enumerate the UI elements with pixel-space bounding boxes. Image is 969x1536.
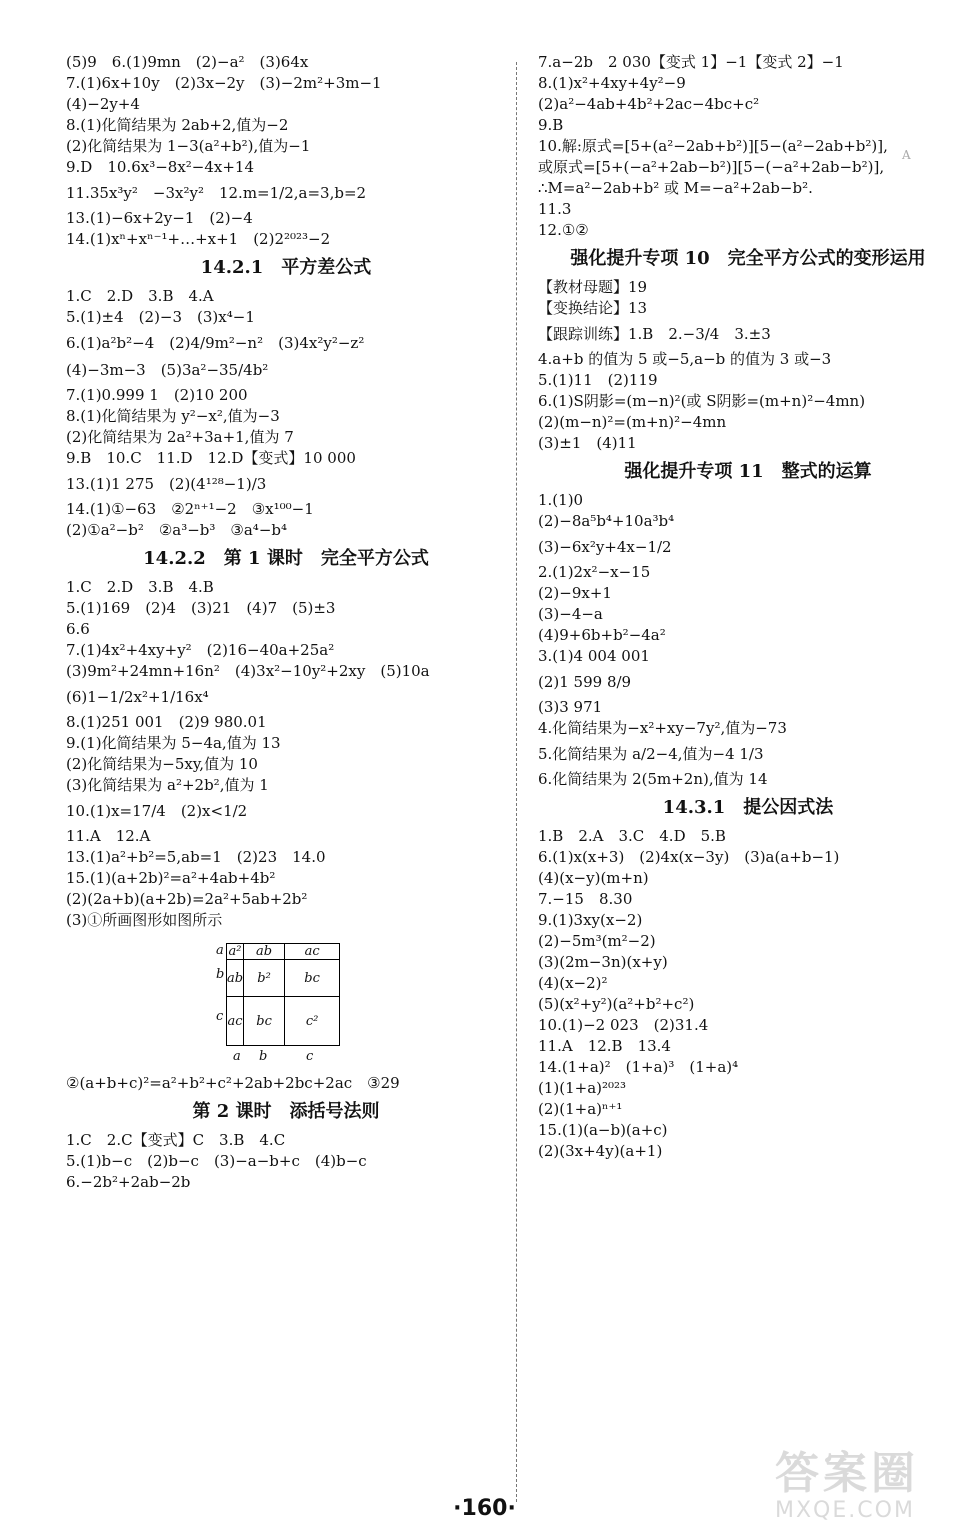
- answer-line: 5.(1)±4 (2)−3 (3)x⁴−1: [66, 308, 255, 326]
- answer-line: 5.化简结果为 a/2−4,值为−4 1/3: [538, 745, 764, 763]
- answer-line: (4)9+6b+b²−4a²: [538, 626, 666, 644]
- answer-line: 7.(1)6x+10y (2)3x−2y (3)−2m²+3m−1: [66, 74, 382, 92]
- section-heading: 14.2.2 第 1 课时 完全平方公式: [143, 548, 429, 569]
- answer-line: (3)3 971: [538, 698, 603, 716]
- answer-line: 【变换结论】13: [538, 299, 648, 317]
- answer-line: 4.化简结果为−x²+xy−7y²,值为−73: [538, 719, 787, 737]
- answer-line: (4)(x−y)(m+n): [538, 869, 649, 887]
- bottom-label: c: [306, 1049, 314, 1064]
- answer-line: 6.(1)S阴影=(m−n)²(或 S阴影=(m+n)²−4mn): [538, 392, 866, 410]
- answer-line: 10.(1)−2 023 (2)31.4: [538, 1016, 709, 1034]
- answer-line: (5)(x²+y²)(a²+b²+c²): [538, 995, 695, 1013]
- answer-line: 6.−2b²+2ab−2b: [66, 1173, 191, 1191]
- answer-line: ∴M=a²−2ab+b² 或 M=−a²+2ab−b².: [538, 179, 813, 197]
- answer-line: 7.−15 8.30: [538, 890, 633, 908]
- answer-line: 【跟踪训练】1.B 2.−3/4 3.±3: [538, 325, 771, 343]
- watermark-url: MXQE.COM: [775, 1498, 915, 1523]
- answer-line: 14.(1)①−63 ②2ⁿ⁺¹−2 ③x¹⁰⁰−1: [66, 500, 314, 518]
- answer-line: 5.(1)169 (2)4 (3)21 (4)7 (5)±3: [66, 599, 336, 617]
- answer-line: 6.化简结果为 2(5m+2n),值为 14: [538, 770, 768, 788]
- grid-cell: c²: [285, 997, 340, 1046]
- answer-line: 2.(1)2x²−x−15: [538, 563, 651, 581]
- answer-line: 5.(1)b−c (2)b−c (3)−a−b+c (4)b−c: [66, 1152, 367, 1170]
- answer-line: (4)−3m−3 (5)3a²−35/4b²: [66, 361, 269, 379]
- answer-line: (1)(1+a)²⁰²³: [538, 1079, 627, 1097]
- answer-line: (5)9 6.(1)9mn (2)−a² (3)64x: [66, 53, 309, 71]
- answer-line: ②(a+b+c)²=a²+b²+c²+2ab+2bc+2ac ③29: [66, 1074, 400, 1092]
- answer-line: 9.D 10.6x³−8x²−4x+14: [66, 158, 255, 176]
- answer-line: 1.C 2.D 3.B 4.A: [66, 287, 214, 305]
- grid-cell: ac: [227, 997, 244, 1046]
- answer-line: (2)1 599 8/9: [538, 673, 632, 691]
- grid-cell: a²: [227, 944, 244, 960]
- answer-line: (2)a²−4ab+4b²+2ac−4bc+c²: [538, 95, 760, 113]
- column-divider: [516, 62, 517, 1502]
- grid-cell: b²: [244, 960, 285, 997]
- answer-line: (3)①所画图形如图所示: [66, 911, 223, 929]
- answer-line: (2)−8a⁵b⁴+10a³b⁴: [538, 512, 675, 530]
- answer-line: 1.C 2.D 3.B 4.B: [66, 578, 214, 596]
- answer-line: 13.(1)−6x+2y−1 (2)−4: [66, 209, 253, 227]
- answer-line: 9.B: [538, 116, 564, 134]
- answer-line: (4)−2y+4: [66, 95, 140, 113]
- answer-line: (2)①a²−b² ②a³−b³ ③a⁴−b⁴: [66, 521, 288, 539]
- answer-line: 12.①②: [538, 221, 589, 239]
- bottom-label: a: [233, 1049, 241, 1064]
- answer-line: 13.(1)1 275 (2)(4¹²⁸−1)/3: [66, 475, 267, 493]
- answer-line: 7.(1)4x²+4xy+y² (2)16−40a+25a²: [66, 641, 335, 659]
- answer-line: 7.(1)0.999 1 (2)10 200: [66, 386, 248, 404]
- answer-line: 8.(1)251 001 (2)9 980.01: [66, 713, 267, 731]
- section-heading: 14.2.1 平方差公式: [200, 257, 372, 278]
- answer-line: 10.解:原式=[5+(a²−2ab+b²)][5−(a²−2ab+b²)],: [538, 137, 888, 155]
- answer-line: 11.A 12.B 13.4: [538, 1037, 671, 1055]
- answer-line: (2)化简结果为 1−3(a²+b²),值为−1: [66, 137, 311, 155]
- answer-line: (2)(3x+4y)(a+1): [538, 1142, 663, 1160]
- section-heading: 第 2 课时 添括号法则: [192, 1101, 380, 1122]
- section-heading: 强化提升专项 11 整式的运算: [624, 461, 872, 482]
- answer-line: (3)(2m−3n)(x+y): [538, 953, 668, 971]
- watermark-text: 答案圈: [775, 1448, 919, 1499]
- answer-line: 10.(1)x=17/4 (2)x<1/2: [66, 802, 248, 820]
- square-grid: [226, 943, 340, 1046]
- answer-line: (2)−9x+1: [538, 584, 612, 602]
- answer-line: 9.(1)3xy(x−2): [538, 911, 643, 929]
- answer-line: (6)1−1/2x²+1/16x⁴: [66, 688, 209, 706]
- bottom-label: b: [259, 1049, 268, 1064]
- answer-line: 14.(1)xⁿ+xⁿ⁻¹+…+x+1 (2)2²⁰²³−2: [66, 230, 331, 248]
- answer-line: 14.(1+a)² (1+a)³ (1+a)⁴: [538, 1058, 739, 1076]
- answer-line: 【教材母题】19: [538, 278, 648, 296]
- grid-cell: bc: [285, 960, 340, 997]
- answer-line: (3)−4−a: [538, 605, 603, 623]
- answer-line: 3.(1)4 004 001: [538, 647, 650, 665]
- answer-line: 8.(1)化简结果为 2ab+2,值为−2: [66, 116, 289, 134]
- answer-line: 15.(1)(a−b)(a+c): [538, 1121, 668, 1139]
- corner-mark: A: [902, 148, 911, 162]
- answer-line: 6.(1)a²b²−4 (2)4/9m²−n² (3)4x²y²−z²: [66, 334, 365, 352]
- grid-cell: bc: [244, 997, 285, 1046]
- grid-cell: ac: [285, 944, 340, 960]
- answer-line: 11.35x³y² −3x²y² 12.m=1/2,a=3,b=2: [66, 184, 367, 202]
- answer-line: 11.3: [538, 200, 572, 218]
- answer-line: 9.(1)化简结果为 5−4a,值为 13: [66, 734, 281, 752]
- right-answer-column: [538, 52, 958, 1162]
- square-diagram: [66, 937, 506, 1067]
- answer-line: 或原式=[5+(−a²+2ab−b²)][5−(−a²+2ab−b²)],: [538, 158, 885, 176]
- answer-line: (3)9m²+24mn+16n² (4)3x²−10y²+2xy (5)10a: [66, 662, 430, 680]
- grid-cell: ab: [227, 960, 244, 997]
- answer-line: 9.B 10.C 11.D 12.D【变式】10 000: [66, 449, 356, 467]
- answer-line: 7.a−2b 2 030【变式 1】−1【变式 2】−1: [538, 53, 844, 71]
- side-label: a: [216, 943, 224, 958]
- answer-line: 13.(1)a²+b²=5,ab=1 (2)23 14.0: [66, 848, 326, 866]
- answer-line: (3)−6x²y+4x−1/2: [538, 538, 672, 556]
- answer-line: 6.6: [66, 620, 90, 638]
- answer-line: (2)(m−n)²=(m+n)²−4mn: [538, 413, 727, 431]
- answer-line: (2)化简结果为 2a²+3a+1,值为 7: [66, 428, 294, 446]
- answer-line: 1.C 2.C【变式】C 3.B 4.C: [66, 1131, 286, 1149]
- section-heading: 14.3.1 提公因式法: [662, 797, 834, 818]
- watermark-logo: [775, 1450, 965, 1530]
- answer-line: (4)(x−2)²: [538, 974, 608, 992]
- left-answer-column: [66, 52, 506, 1193]
- answer-line: 4.a+b 的值为 5 或−5,a−b 的值为 3 或−3: [538, 350, 832, 368]
- answer-line: 1.B 2.A 3.C 4.D 5.B: [538, 827, 726, 845]
- section-heading: 强化提升专项 10 完全平方公式的变形运用: [570, 248, 926, 269]
- answer-line: (2)(2a+b)(a+2b)=2a²+5ab+2b²: [66, 890, 308, 908]
- answer-line: 6.(1)x(x+3) (2)4x(x−3y) (3)a(a+b−1): [538, 848, 840, 866]
- answer-line: 5.(1)11 (2)119: [538, 371, 658, 389]
- answer-line: 8.(1)x²+4xy+4y²−9: [538, 74, 686, 92]
- answer-line: (2)−5m³(m²−2): [538, 932, 656, 950]
- answer-line: 15.(1)(a+2b)²=a²+4ab+4b²: [66, 869, 276, 887]
- answer-line: 1.(1)0: [538, 491, 584, 509]
- page-number: ·160·: [453, 1496, 516, 1521]
- side-label: c: [216, 1009, 224, 1024]
- answer-line: (2)(1+a)ⁿ⁺¹: [538, 1100, 623, 1118]
- answer-line: 8.(1)化简结果为 y²−x²,值为−3: [66, 407, 280, 425]
- answer-line: (3)±1 (4)11: [538, 434, 637, 452]
- side-label: b: [216, 967, 225, 982]
- answer-line: (2)化简结果为−5xy,值为 10: [66, 755, 258, 773]
- answer-line: (3)化简结果为 a²+2b²,值为 1: [66, 776, 269, 794]
- answer-line: 11.A 12.A: [66, 827, 151, 845]
- grid-cell: ab: [244, 944, 285, 960]
